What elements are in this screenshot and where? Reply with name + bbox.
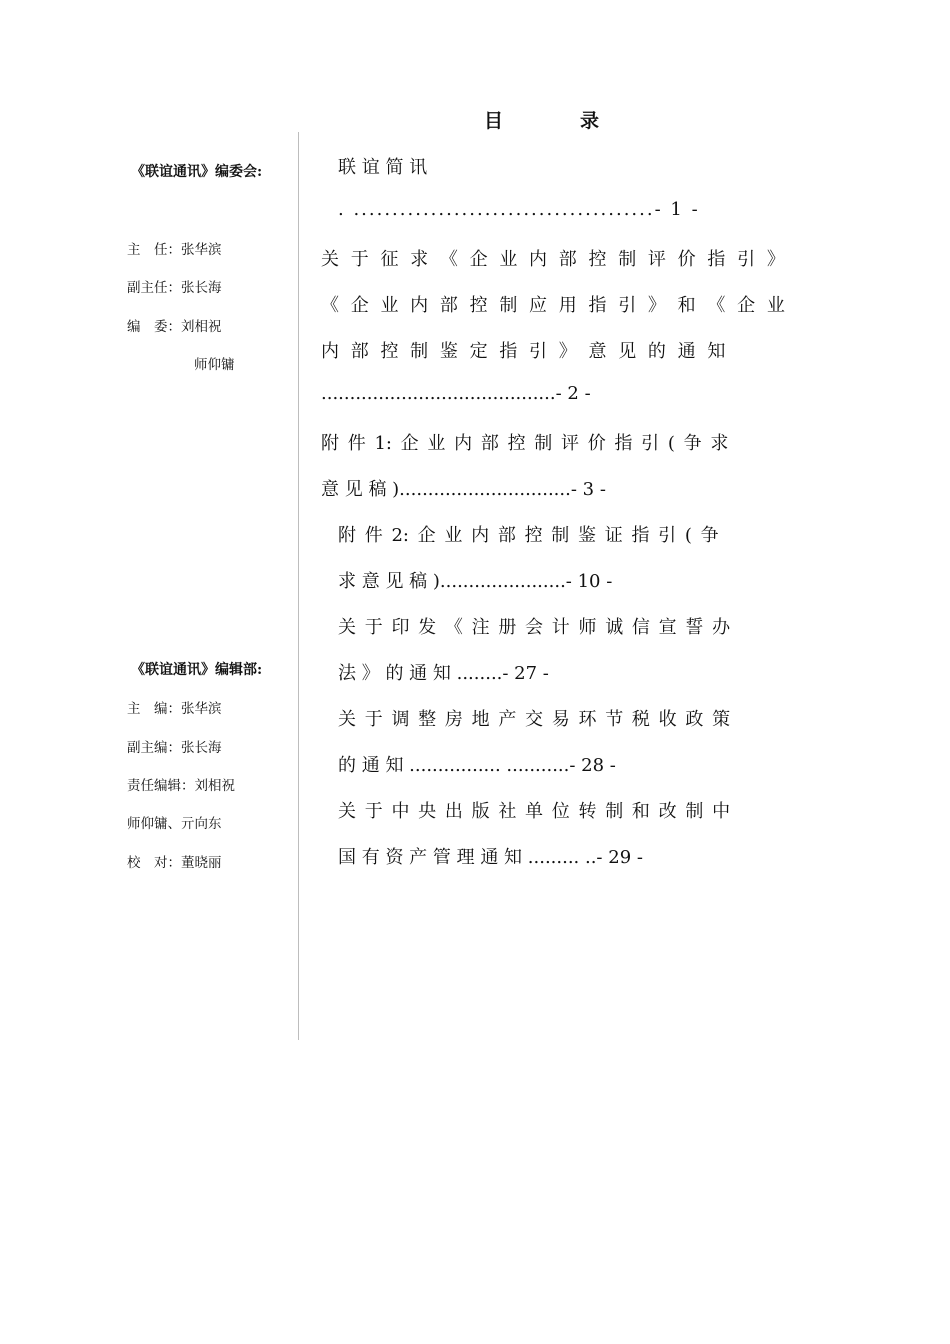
toc-line: 关 于 印 发 《 注 册 会 计 师 诚 信 宣 誓 办: [338, 617, 731, 638]
toc-line: . .......................................- 1 -: [338, 199, 700, 220]
committee-line: 主 任：张华滨: [127, 242, 222, 258]
toc-line: 关 于 中 央 出 版 社 单 位 转 制 和 改 制 中: [338, 801, 731, 822]
toc-line: 《 企 业 内 部 控 制 应 用 指 引 》 和 《 企 业: [321, 295, 785, 316]
department-line: 师仰镛、亓向东: [127, 816, 222, 832]
department-line: 主 编：张华滨: [127, 701, 222, 717]
toc-line: 法 》 的 通 知 ........- 27 -: [338, 663, 549, 684]
toc-line: 国 有 资 产 管 理 通 知 ......... ..- 29 -: [338, 847, 643, 868]
editorial-department-heading: 《联谊通讯》编辑部:: [131, 662, 263, 678]
toc-line: .........................................- 2 -: [321, 383, 591, 404]
column-divider: [298, 132, 299, 1040]
toc-line: 附 件 1: 企 业 内 部 控 制 评 价 指 引 ( 争 求: [321, 433, 729, 454]
committee-line: 副主任：张长海: [127, 280, 222, 296]
editorial-committee-heading: 《联谊通讯》编委会:: [131, 164, 263, 180]
department-line: 责任编辑：刘相祝: [127, 778, 235, 794]
toc-line: 的 通 知 ................ ...........- 28 -: [338, 755, 616, 776]
toc-line: 关 于 征 求 《 企 业 内 部 控 制 评 价 指 引 》: [321, 249, 785, 270]
department-line: 副主编：张长海: [127, 740, 222, 756]
toc-line: 联 谊 简 讯: [338, 157, 428, 178]
toc-line: 意 见 稿 )..............................- 3 -: [321, 479, 606, 500]
page-title-right: 录: [580, 110, 600, 132]
toc-line: 关 于 调 整 房 地 产 交 易 环 节 税 收 政 策: [338, 709, 731, 730]
department-line: 校 对：董晓丽: [127, 855, 222, 871]
toc-line: 求 意 见 稿 )......................- 10 -: [338, 571, 613, 592]
page-title-left: 目: [484, 110, 504, 132]
committee-line: 师仰镛: [194, 357, 235, 373]
toc-line: 内 部 控 制 鉴 定 指 引 》 意 见 的 通 知: [321, 341, 726, 362]
toc-line: 附 件 2: 企 业 内 部 控 制 鉴 证 指 引 ( 争: [338, 525, 719, 546]
committee-line: 编 委：刘相祝: [127, 319, 222, 335]
